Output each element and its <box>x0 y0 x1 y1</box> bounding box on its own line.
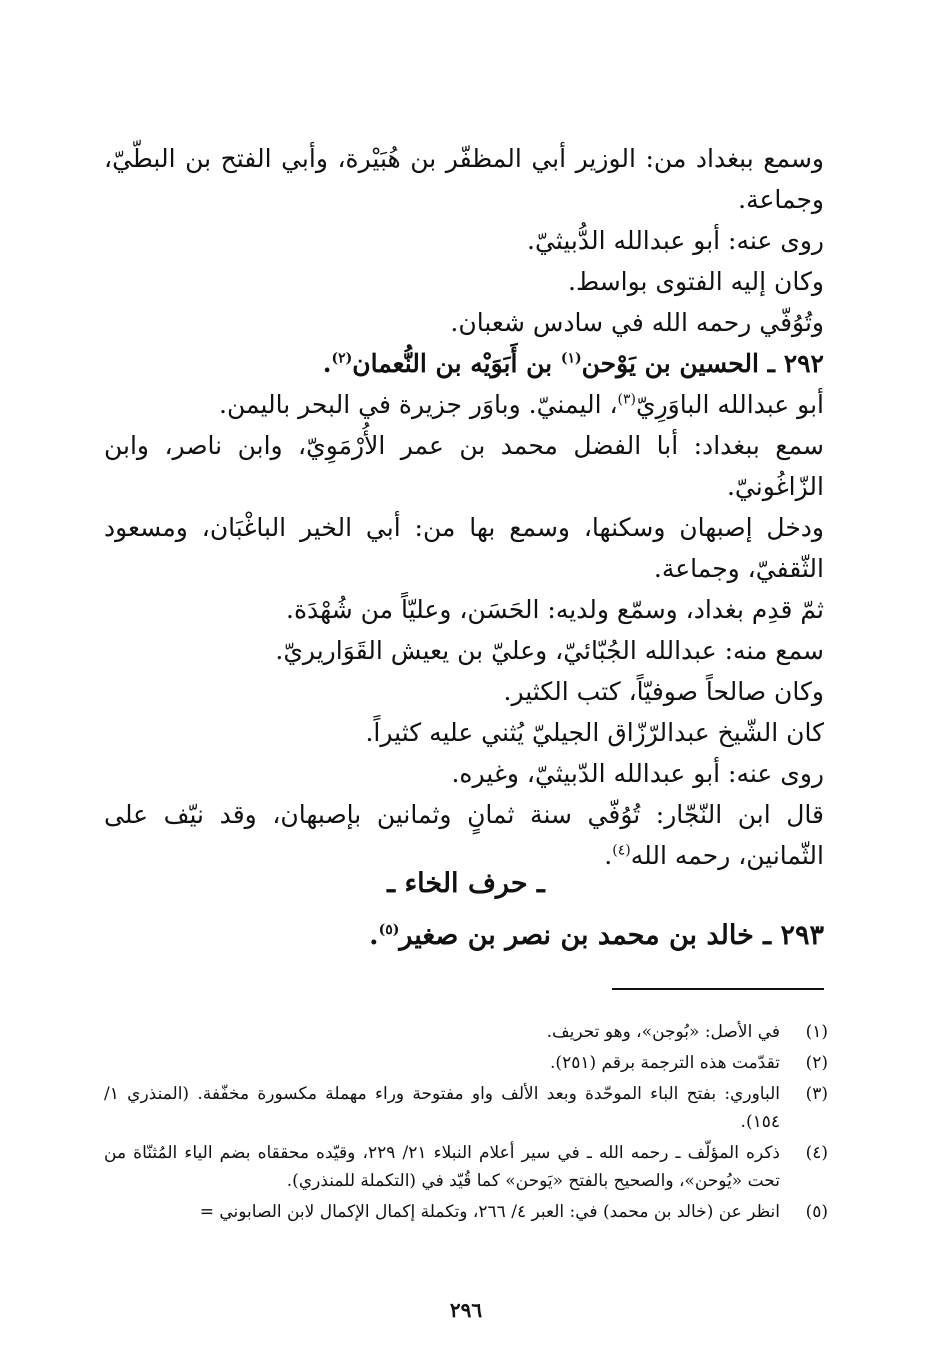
main-text-block <box>104 138 824 876</box>
footnote-text: انظر عن (خالد بن محمد) في: العبر ٤/ ٢٦٦، وتكملة إكمال الإكمال لابن الصابوني = <box>199 1202 780 1222</box>
paragraph-shaykh-praise: كان الشّيخ عبدالرّزّاق الجيليّ يُثني عليه كثيراً. <box>365 718 824 747</box>
paragraph-came-to-baghdad: ثمّ قدِم بغداد، وسمّع ولديه: الحَسَن، وعليّاً من شُهْدَة. <box>286 595 824 624</box>
entry-293-text: ٢٩٣ ـ خالد بن محمد بن نصر بن صغير <box>399 920 824 951</box>
entry-293-heading <box>104 920 824 951</box>
footnote-text: تقدّمت هذه الترجمة برقم (٢٥١). <box>550 1053 780 1073</box>
nisba-name: أبو عبدالله الباوَرِيّ <box>636 390 824 419</box>
paragraph-narrated-from-him-2: روى عنه: أبو عبدالله الدّبيثيّ، وغيره. <box>451 759 824 788</box>
footnote-item <box>104 1198 828 1226</box>
footnote-separator-line <box>612 988 824 990</box>
paragraph-heard-from-him: سمع منه: عبدالله الجُبّائيّ، وعليّ بن يعيش القَوَاريريّ. <box>275 636 824 665</box>
footnote-item <box>104 1018 828 1046</box>
footnote-ref-4[interactable]: (٤) <box>612 842 631 859</box>
footnote-ref-5[interactable]: (٥) <box>378 922 400 938</box>
footnote-item <box>104 1080 828 1136</box>
entry-292-period: . <box>322 349 332 378</box>
ibn-najjar-text: قال ابن النّجّار: تُوُفّي سنة ثمانٍ وثمانين بإصبهان، وقد نيّف على الثّمانين، رحمه الله <box>104 800 824 870</box>
entry-292-heading <box>104 343 824 384</box>
nisba-rest: ، اليمنيّ. وباوَر جزيرة في البحر باليمن. <box>219 390 618 419</box>
paragraph-fatwa-wasit: وكان إليه الفتوى بواسط. <box>568 267 824 296</box>
footnote-text: ذكره المؤلّف ـ رحمه الله ـ في سير أعلام النبلاء ٢١/ ٢٢٩، وقيّده محققاه بضم الياء المُثنّاة من تحت «يُوحن»، والصحيح بالفتح «يَوحن» كما قُيّد في (التكملة للمنذري). <box>104 1143 780 1191</box>
paragraph-heard-from: سمع ببغداد: أبا الفضل محمد بن عمر الأُرْمَوِيّ، وابن ناصر، وابن الزّاغُونيّ. <box>104 431 824 501</box>
paragraph-ibn-najjar <box>104 794 824 876</box>
section-heading-letter-kha: ـ حرف الخاء ـ <box>387 868 545 899</box>
paragraph-nisba <box>104 384 824 425</box>
entry-292-name-part1: الحسين بن يَوْحن <box>581 349 759 378</box>
footnote-number: (٢) <box>805 1053 828 1073</box>
footnote-item <box>104 1139 828 1195</box>
ibn-najjar-end: . <box>604 841 613 870</box>
footnote-text: في الأصل: «بُوجن»، وهو تحريف. <box>546 1022 780 1042</box>
paragraph-isfahan: ودخل إصبهان وسكنها، وسمع بها من: أبي الخير الباغْبَان، ومسعود الثّقفيّ، وجماعة. <box>104 513 824 583</box>
footnote-ref-2[interactable]: (٢) <box>331 350 353 367</box>
footnote-number: (١) <box>805 1022 828 1042</box>
footnote-number: (٥) <box>805 1202 828 1222</box>
paragraph-righteous-sufi: وكان صالحاً صوفيّاً، كتب الكثير. <box>503 677 824 706</box>
footnotes-block <box>104 1018 828 1229</box>
page-number: ٢٩٦ <box>449 1298 483 1322</box>
footnote-ref-3[interactable]: (٣) <box>617 391 637 408</box>
footnote-item <box>104 1049 828 1077</box>
entry-293-period: . <box>369 920 379 951</box>
footnote-text: الباوري: بفتح الباء الموحّدة وبعد الألف واو مفتوحة وراء مهملة مكسورة مخفّفة. (المنذري ١/ ١٥٤). <box>104 1084 780 1132</box>
paragraph-narrated-from-him: روى عنه: أبو عبدالله الدُّبيثيّ. <box>527 226 824 255</box>
paragraph-heard-in-baghdad: وسمع ببغداد من: الوزير أبي المظفّر بن هُبَيْرة، وأبي الفتح بن البطّيّ، وجماعة. <box>104 144 824 214</box>
footnote-number: (٤) <box>805 1143 828 1163</box>
footnote-number: (٣) <box>805 1084 828 1104</box>
footnote-ref-1[interactable]: (١) <box>560 350 582 367</box>
paragraph-death-date: وتُوُفّي رحمه الله في سادس شعبان. <box>450 308 824 337</box>
entry-292-number: ٢٩٢ ـ <box>767 349 824 378</box>
entry-292-name-part2: بن أَبَوَيْه بن النُّعمان <box>352 349 553 378</box>
